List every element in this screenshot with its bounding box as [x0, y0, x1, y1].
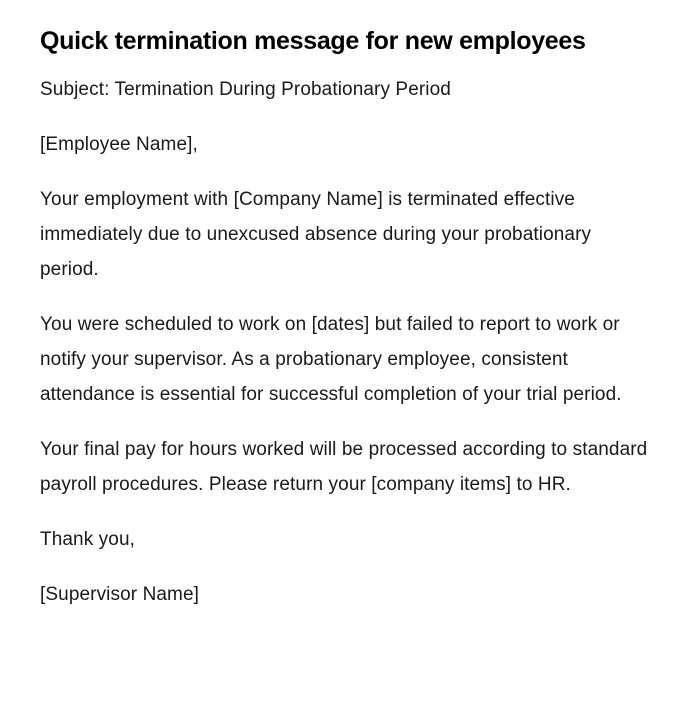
subject-line: Subject: Termination During Probationary Period — [40, 79, 451, 100]
body-paragraph-termination: Your employment with [Company Name] is terminated effective immediately due to unexcused absence during your probationary period. — [40, 189, 592, 280]
signature: [Supervisor Name] — [40, 584, 200, 605]
body-paragraph-absence: You were scheduled to work on [dates] but failed to report to work or notify your supervisor. As a probationary employee, consistent attendance is essential for successful completion of your trial period. — [40, 314, 622, 405]
salutation: [Employee Name], — [40, 134, 198, 155]
closing: Thank you, — [40, 529, 135, 550]
document — [40, 22, 652, 632]
body-paragraph-final-pay: Your final pay for hours worked will be processed according to standard payroll procedures. Please return your [company items] to HR. — [40, 439, 648, 495]
document-title: Quick termination message for new employees — [40, 27, 586, 55]
